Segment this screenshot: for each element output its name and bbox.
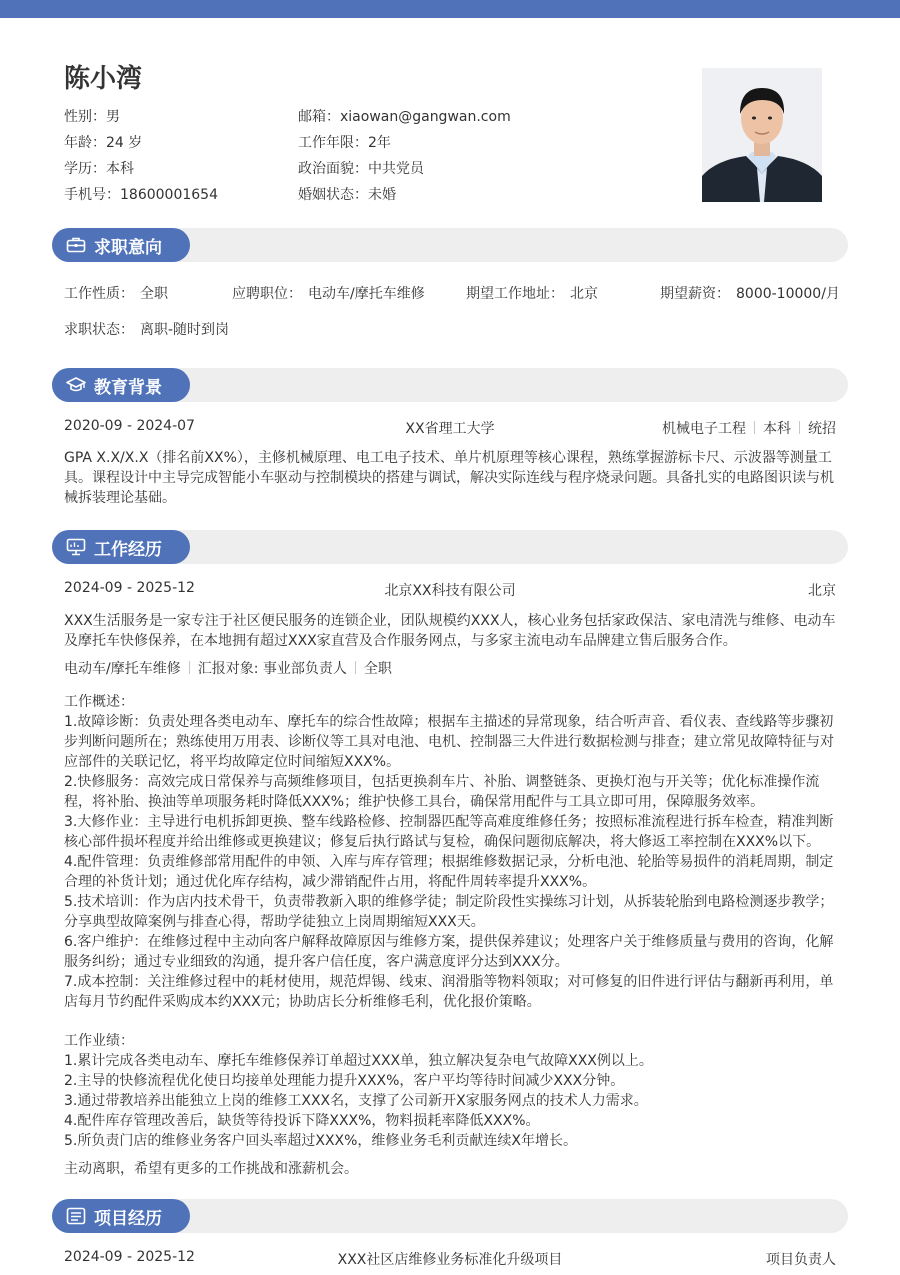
- overview-title: 工作概述：: [64, 694, 134, 710]
- education-school: XX省理工大学: [405, 421, 495, 437]
- work-role: 电动车/摩托车维修: [64, 661, 181, 677]
- result-item: 3.通过带教培养出能独立上岗的维修工XXX名，支撑了公司新开X家服务网点的技术人力需求。: [64, 1093, 648, 1109]
- phone-row: 手机号：18600001654: [64, 187, 218, 203]
- section-title-intent: 求职意向: [94, 238, 162, 258]
- overview-item: 4.配件管理：负责维修部常用配件的申领、入库与库存管理；根据维修数据记录，分析电池、轮胎等易损件的消耗周期，制定合理的补货计划；通过优化库存结构，减少滞销配件占用，将配件周转率提升XXX%。: [64, 854, 834, 890]
- email-value: xiaowan@gangwan.com: [340, 109, 511, 125]
- divider: [355, 661, 356, 674]
- marital-value: 未婚: [368, 187, 396, 203]
- section-title-project: 项目经历: [94, 1209, 162, 1229]
- section-header-intent: [52, 228, 190, 262]
- briefcase-icon: [66, 236, 86, 254]
- work-meta: [64, 658, 392, 678]
- intent-salary: 期望薪资： 8000-10000/月: [660, 286, 840, 302]
- overview-item: 1.故障诊断：负责处理各类电动车、摩托车的综合性故障；根据车主描述的异常现象，结合听声音、看仪表、查线路等步骤初步判断问题所在；熟练使用万用表、诊断仪等工具对电池、电机、控制器三大件进行数据检测与排查；建立常见故障特征与对应部件的关联记忆，将平均故障定位时间缩短XXX%。: [64, 714, 834, 770]
- top-accent-bar: [0, 0, 900, 18]
- project-name: XXX社区店维修业务标准化升级项目: [337, 1252, 563, 1268]
- work-years-row: 工作年限：2年: [298, 135, 391, 151]
- politics-row: 政治面貌：中共党员: [298, 161, 424, 177]
- result-item: 1.累计完成各类电动车、摩托车维修保养订单超过XXX单，独立解决复杂电气故障XXX例以上。: [64, 1053, 653, 1069]
- education-level-row: 学历：本科: [64, 161, 134, 177]
- result-item: 5.所负责门店的维修业务客户回头率超过XXX%，维修业务毛利贡献连续X年增长。: [64, 1133, 578, 1149]
- results-title: 工作业绩：: [64, 1033, 134, 1049]
- divider: [799, 421, 800, 434]
- result-item: 4.配件库存管理改善后，缺货等待投诉下降XXX%，物料损耗率降低XXX%。: [64, 1113, 540, 1129]
- work-report-to: 汇报对象: 事业部负责人: [197, 661, 347, 677]
- graduation-cap-icon: [66, 376, 86, 394]
- education-date: 2020-09 - 2024-07: [64, 418, 195, 434]
- section-title-education: 教育背景: [94, 378, 162, 398]
- marital-row: 婚姻状态：未婚: [298, 187, 396, 203]
- education-level-value: 本科: [106, 161, 134, 177]
- work-type: 全职: [363, 661, 392, 677]
- gender-row: 性别：男: [64, 109, 120, 125]
- section-header-project: [52, 1199, 190, 1233]
- intent-status: 求职状态： 离职-随时到岗: [64, 322, 230, 338]
- overview-item: 7.成本控制：关注维修过程中的耗材使用，规范焊锡、线束、润滑脂等物料领取；对可修复的旧件进行评估与翻新再利用，单店每月节约配件采购成本约XXX元；协助店长分析维修毛利，优化报价策略。: [64, 974, 834, 1010]
- overview-item: 5.技术培训：作为店内技术骨干，负责带教新入职的维修学徒；制定阶段性实操练习计划，从拆装轮胎到电路检测逐步教学；分享典型故障案例与排查心得，帮助学徒独立上岗周期缩短XXX天。: [64, 894, 834, 930]
- phone-value: 18600001654: [120, 187, 218, 203]
- divider: [754, 421, 755, 434]
- company-description: XXX生活服务是一家专注于社区便民服务的连锁企业，团队规模约XXX人，核心业务包括家政保洁、家电清洗与维修、电动车及摩托车快修保养，在本地拥有超过XXX家直营及合作服务网点，与多家主流电动车品牌建立售后服务合作。: [64, 613, 836, 649]
- list-icon: [66, 1207, 86, 1225]
- section-title-work: 工作经历: [94, 540, 162, 560]
- intent-position: 应聘职位： 电动车/摩托车维修: [232, 286, 425, 302]
- education-major: 机械电子工程: [662, 421, 746, 437]
- project-role: 项目负责人: [766, 1252, 836, 1268]
- section-header-work: [52, 530, 190, 564]
- intent-location: 期望工作地址： 北京: [466, 286, 598, 302]
- age-value: 24 岁: [106, 135, 143, 151]
- work-results: [64, 1031, 836, 1151]
- work-overview: [64, 692, 836, 1012]
- project-date: 2024-09 - 2025-12: [64, 1249, 195, 1265]
- work-date: 2024-09 - 2025-12: [64, 580, 195, 596]
- candidate-name: 陈小湾: [64, 64, 143, 94]
- overview-item: 6.客户维护：在维修过程中主动向客户解释故障原因与维修方案，提供保养建议；处理客户关于维修质量与费用的咨询，化解服务纠纷；通过专业细致的沟通，提升客户信任度，客户满意度评分达到XXX分。: [64, 934, 834, 970]
- email-row: 邮箱：xiaowan@gangwan.com: [298, 109, 511, 125]
- presentation-icon: [66, 538, 86, 556]
- section-header-education: [52, 368, 190, 402]
- overview-item: 3.大修作业：主导进行电机拆卸更换、整车线路检修、控制器匹配等高难度维修任务；按照标准流程进行拆车检查，精准判断核心部件损坏程度并给出维修或更换建议；修复后执行路试与复检，确保问题彻底解决，将大修返工率控制在XXX%以下。: [64, 814, 834, 850]
- work-years-value: 2年: [368, 135, 391, 151]
- gender-value: 男: [106, 109, 120, 125]
- education-degree: 本科: [763, 421, 791, 437]
- education-details: [662, 418, 836, 438]
- work-city: 北京: [808, 583, 836, 599]
- divider: [189, 661, 190, 674]
- age-row: 年龄：24 岁: [64, 135, 143, 151]
- education-type: 统招: [808, 421, 836, 437]
- education-description: GPA X.X/X.X（排名前XX%），主修机械原理、电工电子技术、单片机原理等核心课程，熟练掌握游标卡尺、示波器等测量工具。课程设计中主导完成智能小车驱动与控制模块的搭建与调试，解决实际连线与程序烧录问题。具备扎实的电路图识读与机械拆装理论基础。: [64, 450, 834, 506]
- politics-value: 中共党员: [368, 161, 424, 177]
- intent-nature: 工作性质： 全职: [64, 286, 168, 302]
- result-item: 2.主导的快修流程优化使日均接单处理能力提升XXX%，客户平均等待时间减少XXX分钟。: [64, 1073, 625, 1089]
- profile-photo: [702, 68, 822, 202]
- overview-item: 2.快修服务：高效完成日常保养与高频维修项目，包括更换刹车片、补胎、调整链条、更换灯泡与开关等；优化标准操作流程，将补胎、换油等单项服务耗时降低XXX%；维护快修工具台，确保常用配件与工具立即可用，保障服务效率。: [64, 774, 820, 810]
- leave-reason: 主动离职，希望有更多的工作挑战和涨薪机会。: [64, 1161, 358, 1177]
- work-company: 北京XX科技有限公司: [384, 583, 516, 599]
